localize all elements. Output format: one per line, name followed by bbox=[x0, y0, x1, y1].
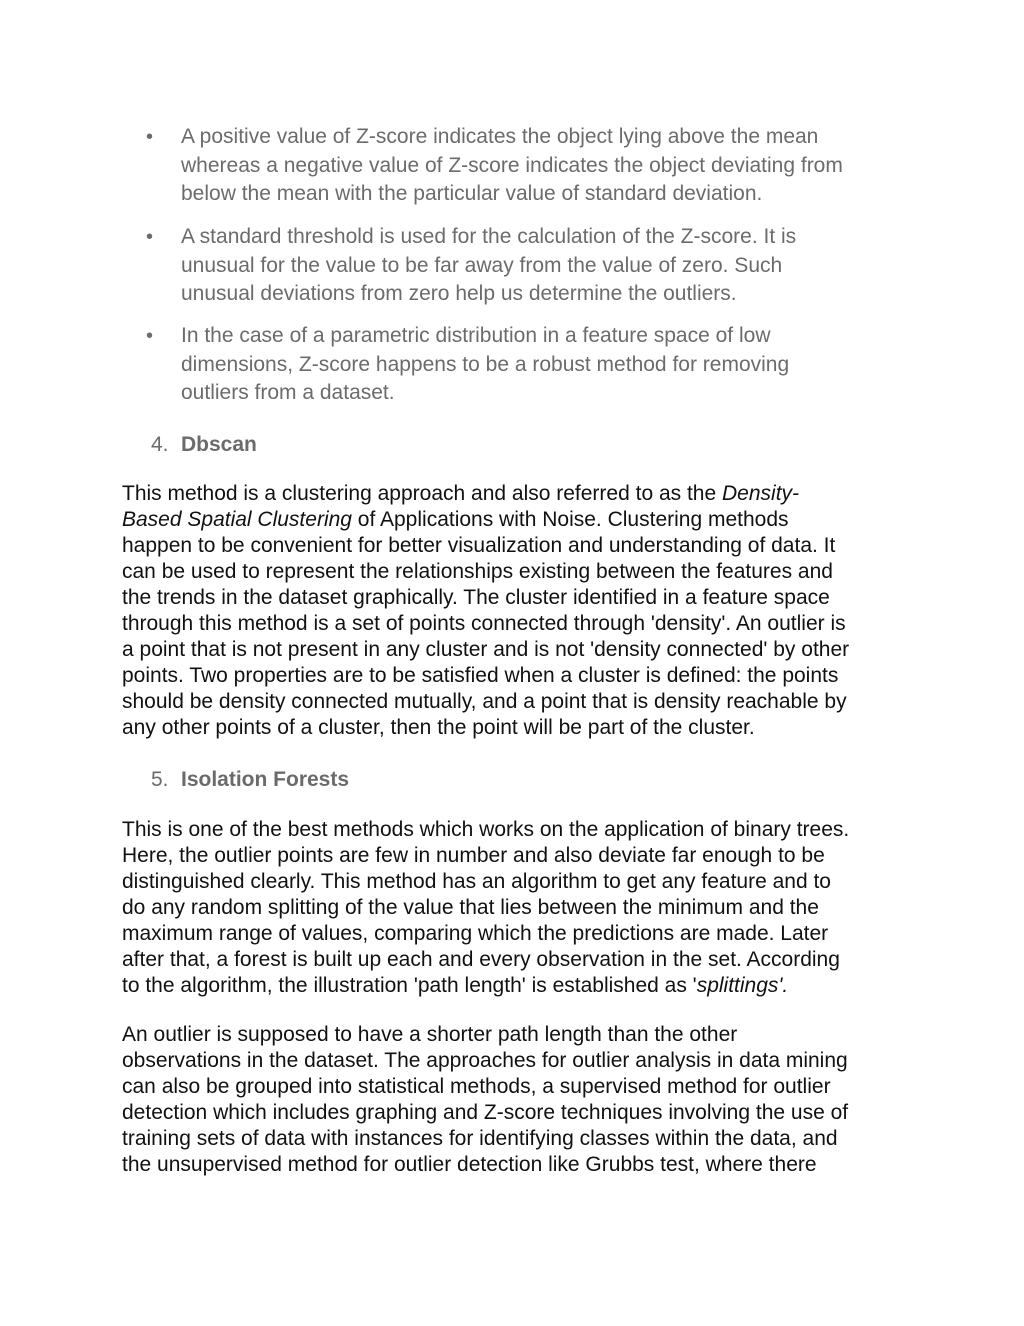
bullet-icon: • bbox=[146, 325, 154, 347]
paragraph-text: This method is a clustering approach and also referred to as the bbox=[122, 482, 722, 505]
bullet-text: A positive value of Z-score indicates the object lying above the mean whereas a negative value of Z-score indicates the object deviating from below the mean with the particular value of standard deviation. bbox=[181, 125, 843, 206]
bullet-icon: • bbox=[146, 226, 154, 248]
paragraph-italic-term: Density- Based Spatial Clustering bbox=[122, 482, 800, 531]
dbscan-paragraph bbox=[122, 481, 922, 741]
paragraph-text: of Applications with Noise. Clustering methods happen to be convenient for better visualization and understanding of data. It can be used to represent the relationships existing between the features and the trends in the dataset graphically. The cluster identified in a feature space through this method is a set of points connected through 'density'. An outlier is a point that is not present in any cluster and is not 'density connected' by other points. Two properties are to be satisfied when a cluster is defined: the points should be density connected mutually, and a point that is density reachable by any other points of a cluster, then the point will be part of the cluster. bbox=[122, 508, 850, 739]
outlier-paragraph: An outlier is supposed to have a shorter path length than the other observations in the dataset. The approaches for outlier analysis in data mining can also be grouped into statistical methods, a supervised method for outlier detection which includes graphing and Z-score techniques involving the use of training sets of data with instances for identifying classes within the data, and the unsupervised method for outlier detection like Grubbs test, where there bbox=[122, 1023, 849, 1176]
section-number: 4. bbox=[151, 433, 169, 456]
paragraph-text: This is one of the best methods which works on the application of binary trees. Here, the outlier points are few in number and also deviate far enough to be distinguished clearly. This method has an algorithm to get any feature and to do any random splitting of the value that lies between the minimum and the maximum range of values, comparing which the predictions are made. Later after that, a forest is built up each and every observation in the set. According to the algorithm, the illustration 'path length' is established as ' bbox=[122, 818, 850, 997]
bullet-text: A standard threshold is used for the calculation of the Z-score. It is unusual for the value to be far away from the value of zero. Such unusual deviations from zero help us determine the outliers. bbox=[181, 225, 797, 306]
bullet-icon: • bbox=[146, 126, 154, 148]
section-title: Isolation Forests bbox=[181, 768, 350, 791]
section-heading-dbscan bbox=[151, 431, 257, 459]
bullet-text: In the case of a parametric distribution in a feature space of low dimensions, Z-score happens to be a robust method for removing outliers from a dataset. bbox=[181, 324, 790, 405]
paragraph-italic-term: splittings'. bbox=[696, 974, 789, 997]
section-heading-isolation-forests bbox=[151, 766, 349, 794]
section-title: Dbscan bbox=[181, 433, 257, 456]
isolation-forests-paragraph bbox=[122, 817, 922, 999]
section-number: 5. bbox=[151, 768, 169, 791]
